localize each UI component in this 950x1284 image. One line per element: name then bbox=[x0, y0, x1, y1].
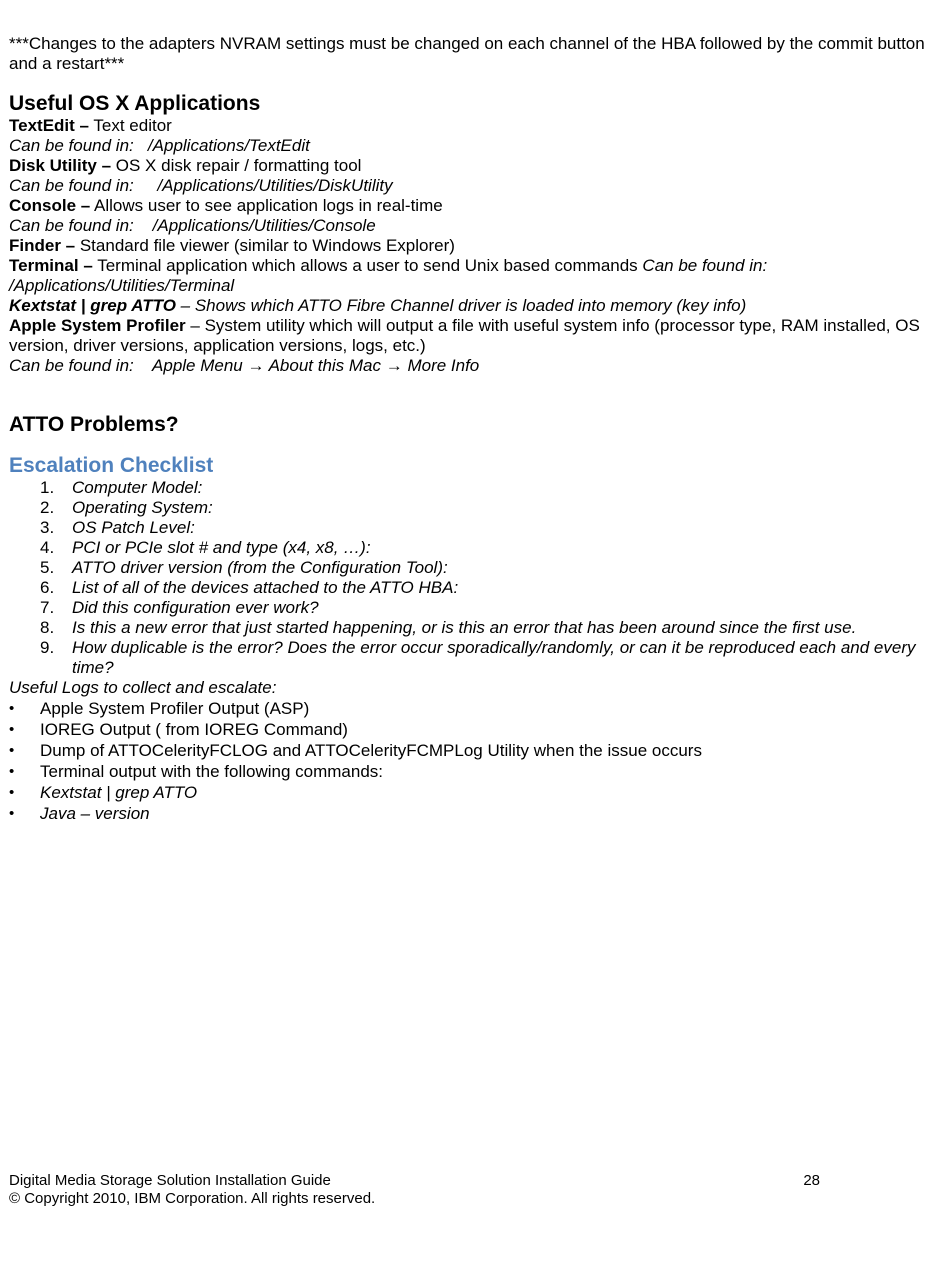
nvram-note: ***Changes to the adapters NVRAM settings must be changed on each channel of the HBA followed by the commit button and a restart*** bbox=[9, 34, 930, 73]
app-path: Can be found in: /Applications/Utilities/Console bbox=[9, 216, 376, 235]
app-kextstat bbox=[9, 296, 929, 316]
bullet-icon: • bbox=[9, 721, 15, 738]
document-page bbox=[9, 34, 929, 824]
app-diskutil bbox=[9, 156, 929, 176]
list-item: • Java – version bbox=[9, 804, 150, 823]
app-console bbox=[9, 196, 929, 216]
app-path: Can be found in: Apple Menu → About this Mac → More Info bbox=[9, 356, 480, 375]
app-desc: – System utility which will output a file with useful system info (processor type, RAM installed, OS version, driver versions, application versions, logs, etc.) bbox=[9, 316, 925, 355]
page-number: 28 bbox=[803, 1172, 820, 1189]
escalation-checklist bbox=[9, 478, 929, 678]
bullet-icon: • bbox=[9, 763, 15, 780]
logs-list bbox=[9, 698, 929, 824]
checklist-item: 5. ATTO driver version (from the Configuration Tool): bbox=[40, 558, 448, 577]
app-path: Can be found in: /Applications/Utilities/DiskUtility bbox=[9, 176, 393, 195]
app-desc: Terminal application which allows a user to send Unix based commands bbox=[92, 256, 643, 275]
app-terminal bbox=[9, 256, 929, 296]
app-desc: Allows user to see application logs in real-time bbox=[90, 196, 443, 215]
footer-copyright: © Copyright 2010, IBM Corporation. All rights reserved. bbox=[9, 1190, 376, 1207]
bullet-icon: • bbox=[9, 805, 15, 822]
problems-heading: ATTO Problems? bbox=[9, 413, 179, 436]
app-name: Disk Utility – bbox=[9, 156, 112, 175]
apps-heading: Useful OS X Applications bbox=[9, 92, 261, 115]
app-desc: OS X disk repair / formatting tool bbox=[111, 156, 362, 175]
logs-heading: Useful Logs to collect and escalate: bbox=[9, 678, 277, 697]
bullet-icon: • bbox=[9, 700, 15, 717]
checklist-item: 9. How duplicable is the error? Does the error occur sporadically/randomly, or can it be reproduced each and every time? bbox=[40, 638, 916, 677]
checklist-item: 7. Did this configuration ever work? bbox=[40, 598, 319, 617]
checklist-item: 3. OS Patch Level: bbox=[40, 518, 195, 537]
app-desc: Text editor bbox=[88, 116, 172, 135]
app-name: Terminal – bbox=[9, 256, 93, 275]
list-item: • Kextstat | grep ATTO bbox=[9, 783, 198, 802]
app-name: Kextstat | grep ATTO bbox=[9, 296, 176, 315]
footer-title: Digital Media Storage Solution Installation Guide bbox=[9, 1172, 331, 1189]
list-item: • Terminal output with the following commands: bbox=[9, 762, 383, 781]
app-desc: – Shows which ATTO Fibre Channel driver is loaded into memory (key info) bbox=[175, 296, 747, 315]
app-path: Can be found in: /Applications/TextEdit bbox=[9, 136, 310, 155]
app-path: Can be found in: /Applications/Utilities/Terminal bbox=[9, 256, 772, 295]
app-profiler bbox=[9, 316, 929, 356]
app-name: Finder – bbox=[9, 236, 76, 255]
app-name: TextEdit – bbox=[9, 116, 89, 135]
app-name: Apple System Profiler bbox=[9, 316, 186, 335]
app-textedit bbox=[9, 116, 929, 136]
app-finder bbox=[9, 236, 929, 256]
list-item: • IOREG Output ( from IOREG Command) bbox=[9, 720, 348, 739]
checklist-item: 4. PCI or PCIe slot # and type (x4, x8, …): bbox=[40, 538, 371, 557]
bullet-icon: • bbox=[9, 742, 15, 759]
app-desc: Standard file viewer (similar to Windows Explorer) bbox=[75, 236, 455, 255]
checklist-item: 2. Operating System: bbox=[40, 498, 213, 517]
checklist-heading: Escalation Checklist bbox=[9, 454, 214, 477]
checklist-item: 8. Is this a new error that just started happening, or is this an error that has been around since the first use. bbox=[40, 618, 857, 637]
checklist-item: 6. List of all of the devices attached to the ATTO HBA: bbox=[40, 578, 459, 597]
page-footer bbox=[9, 1172, 829, 1208]
bullet-icon: • bbox=[9, 784, 15, 801]
list-item: • Dump of ATTOCelerityFCLOG and ATTOCelerityFCMPLog Utility when the issue occurs bbox=[9, 741, 702, 760]
list-item: • Apple System Profiler Output (ASP) bbox=[9, 699, 310, 718]
app-name: Console – bbox=[9, 196, 91, 215]
checklist-item: 1. Computer Model: bbox=[40, 478, 203, 497]
